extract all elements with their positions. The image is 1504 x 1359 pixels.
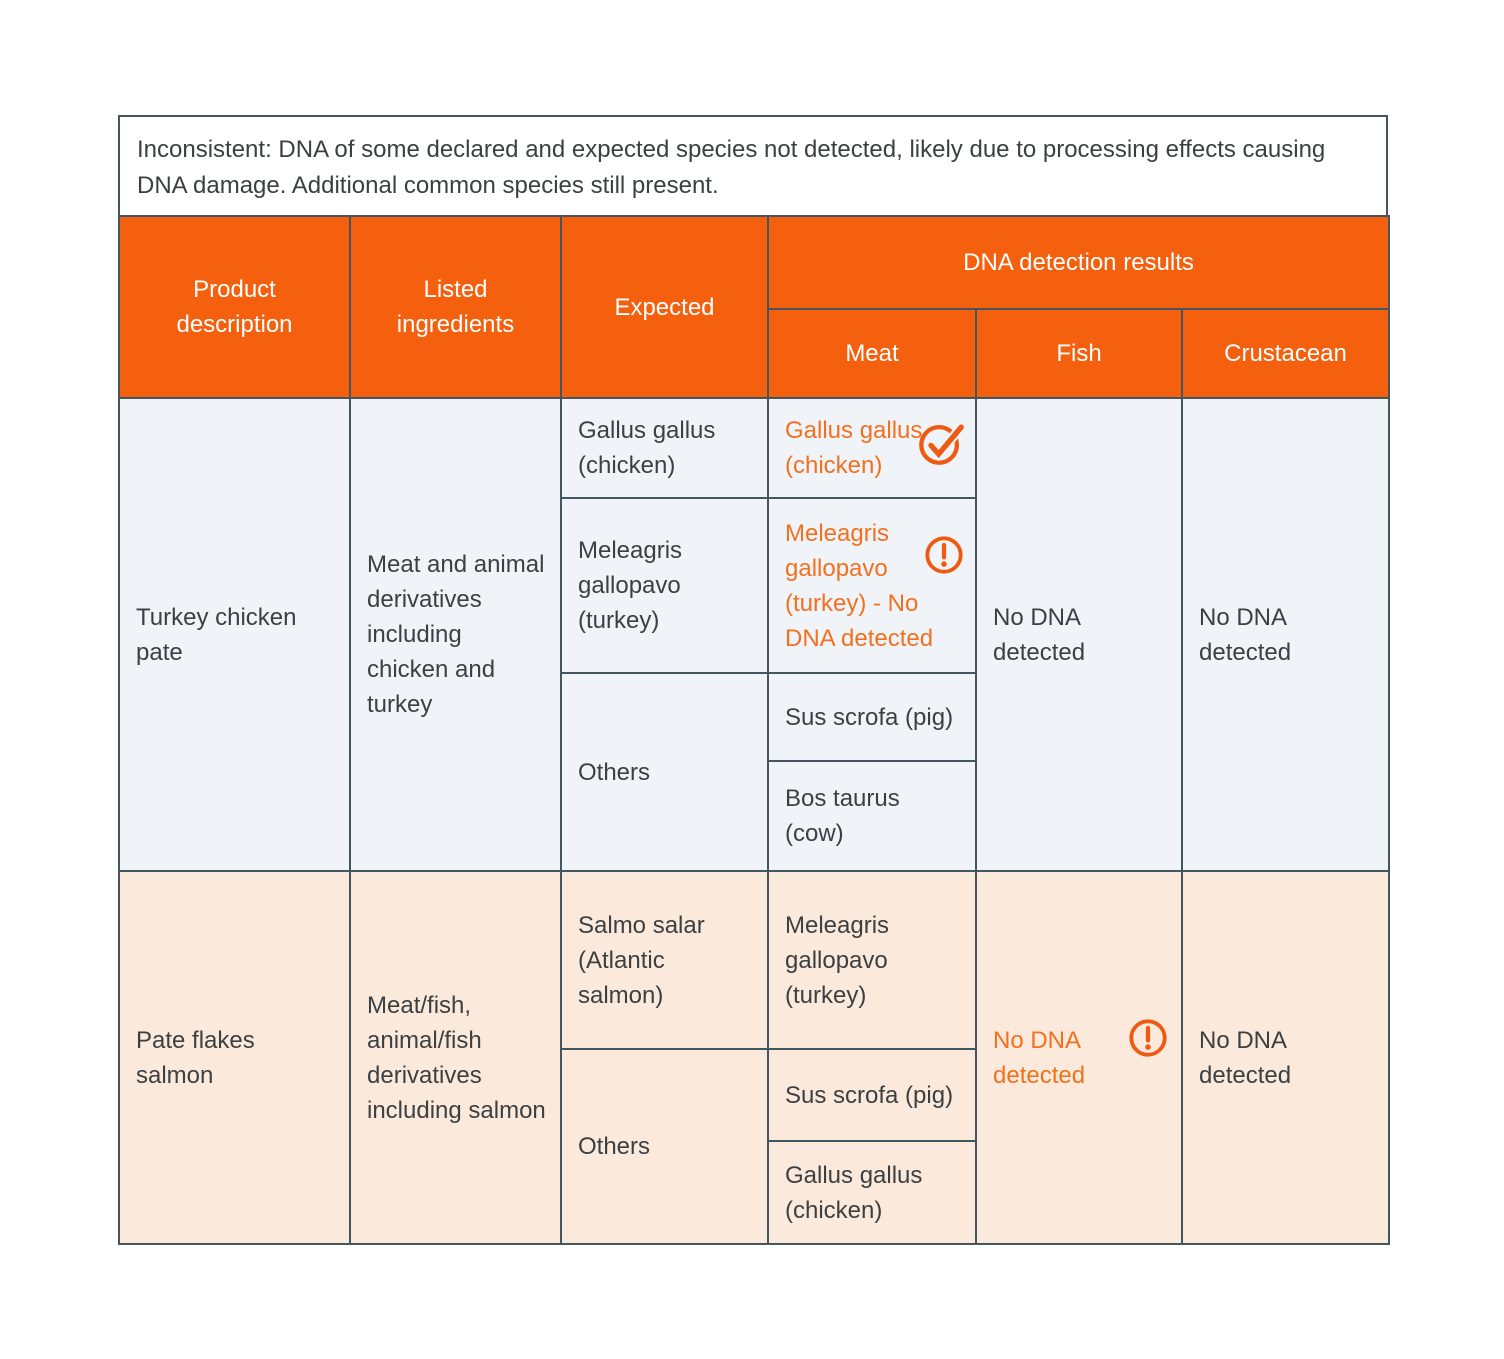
col-header-expected: Expected [561,216,768,398]
product-1-expected-turkey: Meleagris gallopavo (turkey) [561,498,768,673]
check-circle-icon [917,418,967,478]
product-1-meat-turkey [768,498,976,673]
col-header-dna-detection-results: DNA detection results [768,216,1389,309]
cell-content [993,1023,1167,1093]
col-header-listed-ingredients: Listed ingredients [350,216,561,398]
product-1-name: Turkey chicken pate [119,398,350,871]
product-2-meat-turkey: Meleagris gallopavo (turkey) [768,871,976,1049]
cell-content [785,413,961,483]
product-1-expected-others: Others [561,673,768,871]
product-2-meat-pig: Sus scrofa (pig) [768,1049,976,1141]
product-1-meat-turkey-text: Meleagris gallopavo (turkey) - No DNA detected [785,519,934,652]
product-2-fish-result-text: No DNA detected [993,1026,1086,1089]
summary-note [118,115,1388,215]
alert-circle-icon [923,534,965,586]
col-header-meat: Meat [768,309,976,398]
product-2-meat-chicken: Gallus gallus (chicken) [768,1141,976,1244]
product-1-crustacean-result: No DNA detected [1182,398,1389,871]
product-2-name: Pate flakes salmon [119,871,350,1244]
product-2-crustacean-result: No DNA detected [1182,871,1389,1244]
product-1-ingredients: Meat and animal derivatives including chicken and turkey [350,398,561,871]
header-row-group [119,216,1389,309]
col-header-product-description: Product description [119,216,350,398]
summary-note-text: Inconsistent: DNA of some declared and expected species not detected, likely due to processing effects causing DNA damage. Additional common species still present. [137,136,1326,199]
alert-circle-icon [1127,1017,1169,1069]
product-1-meat-chicken-text: Gallus gallus (chicken) [785,417,923,479]
product-1-meat-chicken [768,398,976,498]
cell-content [785,516,961,656]
product-2-fish-result [976,871,1182,1244]
product-2-expected-others: Others [561,1049,768,1244]
col-header-crustacean: Crustacean [1182,309,1389,398]
table-row [119,871,1389,1049]
product-2-expected-salmon: Salmo salar (Atlantic salmon) [561,871,768,1049]
product-1-expected-chicken: Gallus gallus (chicken) [561,398,768,498]
product-1-meat-cow: Bos taurus (cow) [768,761,976,871]
product-1-fish-result: No DNA detected [976,398,1182,871]
col-header-fish: Fish [976,309,1182,398]
product-1-meat-pig: Sus scrofa (pig) [768,673,976,761]
product-2-ingredients: Meat/fish, animal/fish derivatives including salmon [350,871,561,1244]
table-row [119,398,1389,498]
dna-results-table [118,215,1390,1245]
